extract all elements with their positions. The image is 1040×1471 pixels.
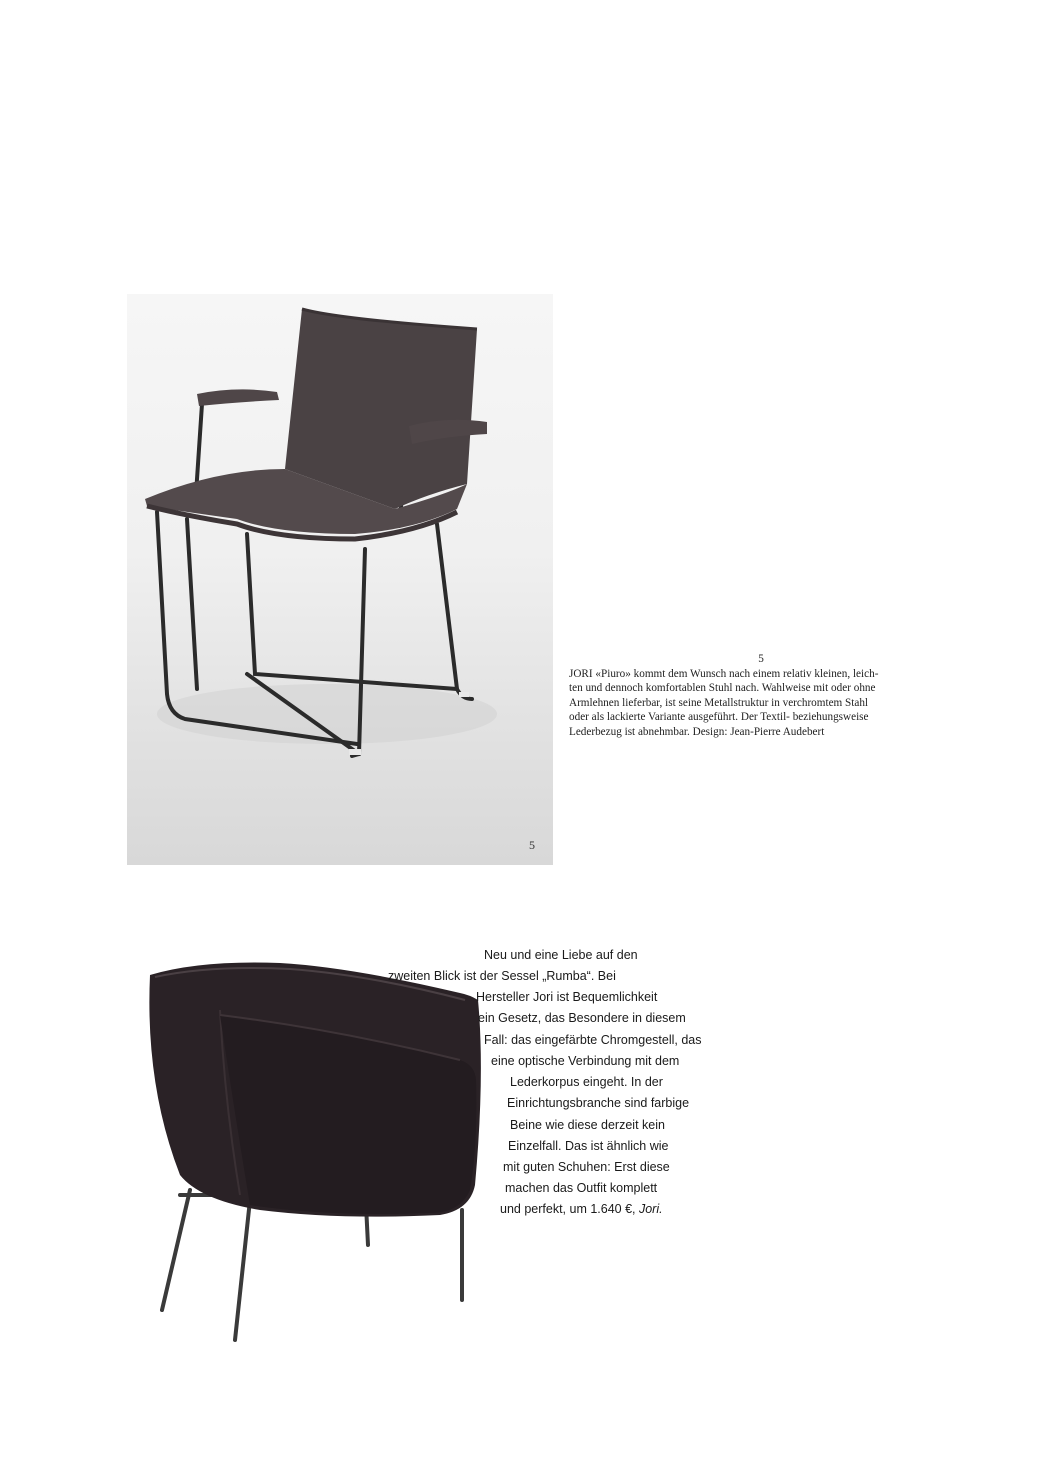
- rumba-armchair-photo: [140, 955, 500, 1355]
- rumba-line-8: Einrichtungsbranche sind farbige: [507, 1096, 690, 1110]
- rumba-line-4: ein Gesetz, das Besondere in diesem: [478, 1011, 686, 1025]
- photo-number: 5: [529, 838, 535, 852]
- caption-line-2: ten und dennoch komfortablen Stuhl nach. Wahlweise mit oder ohne: [569, 682, 876, 694]
- caption-line-4: oder als lackierte Variante ausgeführt. Der Textil- beziehungsweise: [569, 711, 869, 723]
- rumba-line-5: Fall: das eingefärbte Chromgestell, das: [484, 1033, 702, 1047]
- caption-line-1: JORI «Piuro» kommt dem Wunsch nach einem relativ kleinen, leich-: [569, 667, 879, 680]
- rumba-line-7: Lederkorpus eingeht. In der: [510, 1075, 663, 1089]
- rumba-brand: Jori.: [638, 1202, 663, 1216]
- rumba-line-1: Neu und eine Liebe auf den: [484, 948, 638, 962]
- rumba-line-9: Beine wie diese derzeit kein: [510, 1118, 665, 1132]
- rumba-line-13: [500, 1202, 663, 1216]
- piuro-chair-photo: [127, 294, 553, 865]
- caption-line-3: Armlehnen lieferbar, ist seine Metallstruktur in verchromtem Stahl: [569, 696, 869, 709]
- rumba-line-6: eine optische Verbindung mit dem: [491, 1054, 680, 1068]
- caption-number: 5: [758, 653, 764, 665]
- piuro-chair-illustration: [127, 294, 553, 865]
- rumba-price-text: und perfekt, um 1.640 €,: [500, 1202, 639, 1216]
- piuro-caption: [569, 652, 953, 739]
- rumba-line-10: Einzelfall. Das ist ähnlich wie: [508, 1139, 669, 1153]
- rumba-line-3: Hersteller Jori ist Bequemlichkeit: [476, 990, 658, 1004]
- rumba-line-11: mit guten Schuhen: Erst diese: [503, 1160, 670, 1174]
- rumba-line-2: zweiten Blick ist der Sessel „Rumba“. Bei: [388, 969, 616, 983]
- caption-line-5: Lederbezug ist abnehmbar. Design: Jean-Pierre Audebert: [569, 725, 825, 738]
- rumba-line-12: machen das Outfit komplett: [505, 1181, 658, 1195]
- rumba-armchair-illustration: [140, 955, 500, 1355]
